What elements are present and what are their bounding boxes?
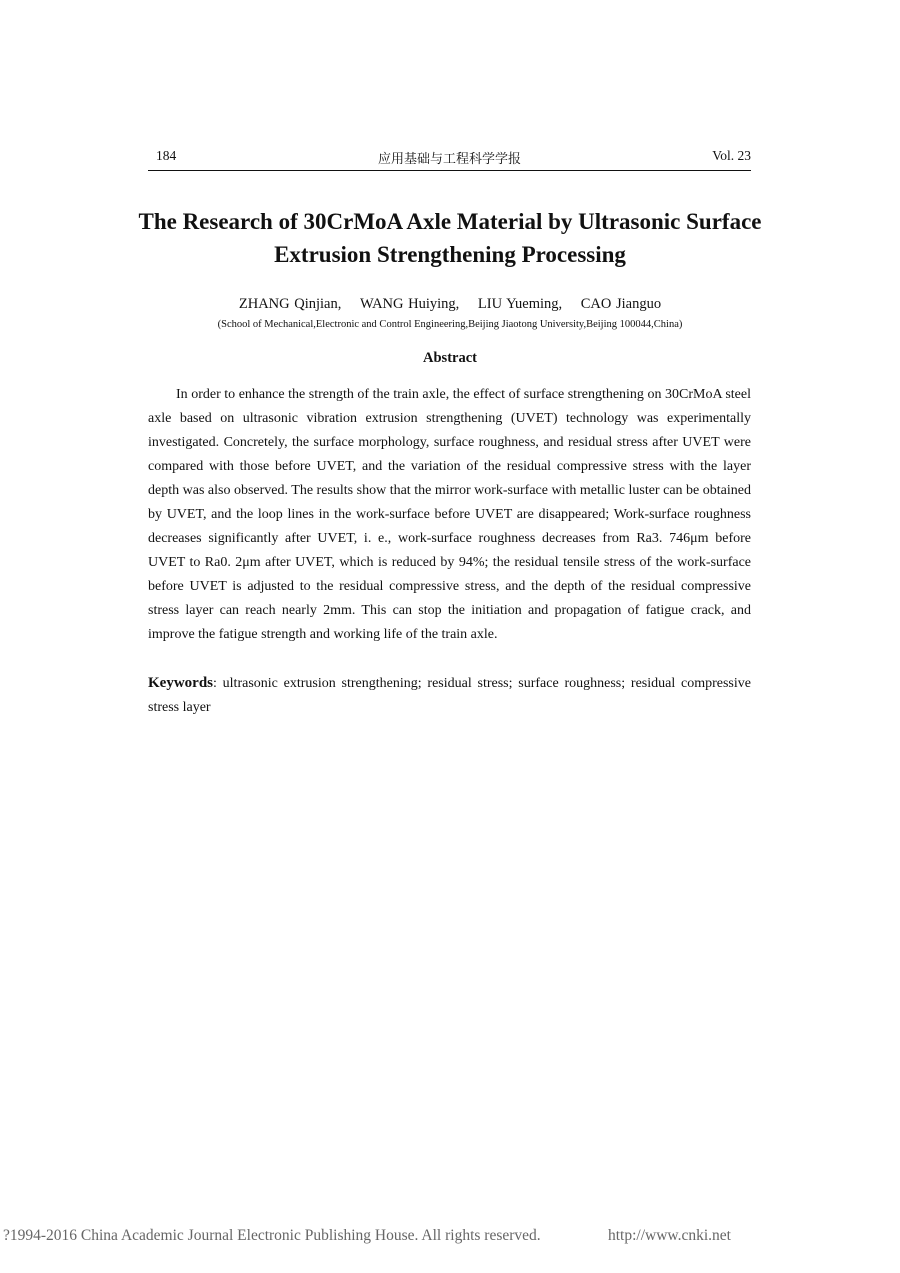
author-name: LIU Yueming,	[477, 296, 563, 312]
keywords-label: Keywords	[148, 675, 213, 691]
abstract-body: In order to enhance the strength of the train axle, the effect of surface strengthening on 30CrMoA steel axle based on ultrasonic vibration extrusion strengthening (UVET) technology was experimentally investigated. Concretely, the surface morphology, surface roughness, and residual stress after UVET were compared with those before UVET, and the variation of the residual compressive stress with the layer depth was also observed. The results show that the mirror work-surface with metallic luster can be obtained by UVET, and the loop lines in the work-surface before UVET are disappeared; Work-surface roughness decreases significantly after UVET, i. e., work-surface roughness decreases from Ra3. 746μm before UVET to Ra0. 2μm after UVET, which is reduced by 94%; the residual tensile stress of the work-surface before UVET is adjusted to the residual compressive stress, and the depth of the residual compressive stress layer can reach nearly 2mm. This can stop the initiation and propagation of fatigue crack, and improve the fatigue strength and working life of the train axle.	[148, 387, 751, 642]
author-name: WANG Huiying,	[360, 296, 460, 312]
copyright-notice: ?1994-2016 China Academic Journal Electronic Publishing House. All rights reserved.	[3, 1227, 541, 1244]
page-number: 184	[156, 148, 177, 163]
author-name: CAO Jianguo	[580, 296, 662, 312]
author-list	[100, 296, 800, 313]
paper-title: The Research of 30CrMoA Axle Material by Ultrasonic Surface Extrusion Strengthening Processing	[138, 209, 762, 267]
keywords	[148, 671, 751, 720]
author-name: ZHANG Qinjian,	[238, 296, 342, 312]
abstract-heading: Abstract	[423, 350, 477, 366]
keywords-text: : ultrasonic extrusion strengthening; residual stress; surface roughness; residual compressive stress layer	[148, 676, 751, 715]
running-header	[148, 146, 751, 171]
volume-label: Vol. 23	[712, 148, 751, 163]
footer-url[interactable]: http://www.cnki.net	[608, 1227, 731, 1244]
affiliation: (School of Mechanical,Electronic and Control Engineering,Beijing Jiaotong University,Beijing 100044,China)	[217, 319, 683, 330]
journal-name: 应用基础与工程科学学报	[377, 152, 521, 167]
